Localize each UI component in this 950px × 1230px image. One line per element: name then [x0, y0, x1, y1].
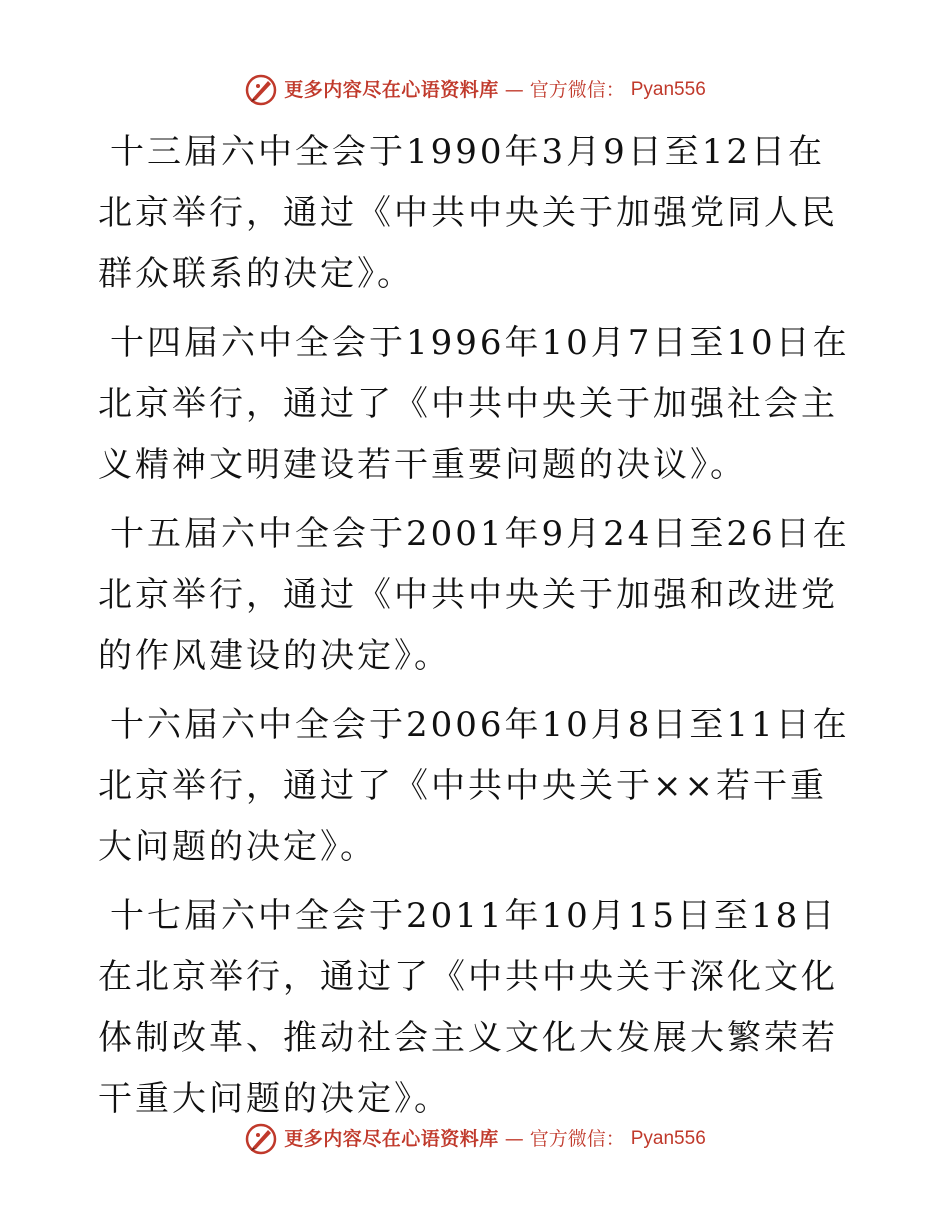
pen-logo-icon	[244, 1122, 278, 1156]
watermark-wechat-id: Pyan556	[630, 79, 706, 100]
paragraph: 十四届六中全会于1996年10月7日至10日在北京举行，通过了《中共中央关于加强社会主义精神文明建设若干重要问题的决议》。	[98, 323, 850, 485]
pen-logo-icon	[244, 73, 278, 107]
watermark-wechat-label: 官方微信：	[529, 1128, 625, 1150]
watermark-separator: —	[504, 79, 524, 101]
document-body	[98, 122, 858, 1138]
paragraph: 十六届六中全会于2006年10月8日至11日在北京举行，通过了《中共中央关于××若干重大问题的决定》。	[98, 705, 850, 867]
header-watermark	[0, 73, 950, 107]
paragraph: 十三届六中全会于1990年3月9日至12日在北京举行，通过《中共中央关于加强党同人民群众联系的决定》。	[98, 132, 838, 294]
paragraph: 十七届六中全会于2011年10月15日至18日在北京举行，通过了《中共中央关于深化文化体制改革、推动社会主义文化大发展大繁荣若干重大问题的决定》。	[98, 896, 838, 1119]
watermark-text: 更多内容尽在心语资料库	[284, 1128, 499, 1150]
watermark-wechat-id: Pyan556	[630, 1128, 706, 1149]
footer-watermark	[0, 1122, 950, 1156]
watermark-separator: —	[504, 1128, 524, 1150]
watermark-text: 更多内容尽在心语资料库	[284, 79, 499, 101]
paragraph: 十五届六中全会于2001年9月24日至26日在北京举行，通过《中共中央关于加强和改进党的作风建设的决定》。	[98, 514, 850, 676]
watermark-wechat-label: 官方微信：	[529, 79, 625, 101]
